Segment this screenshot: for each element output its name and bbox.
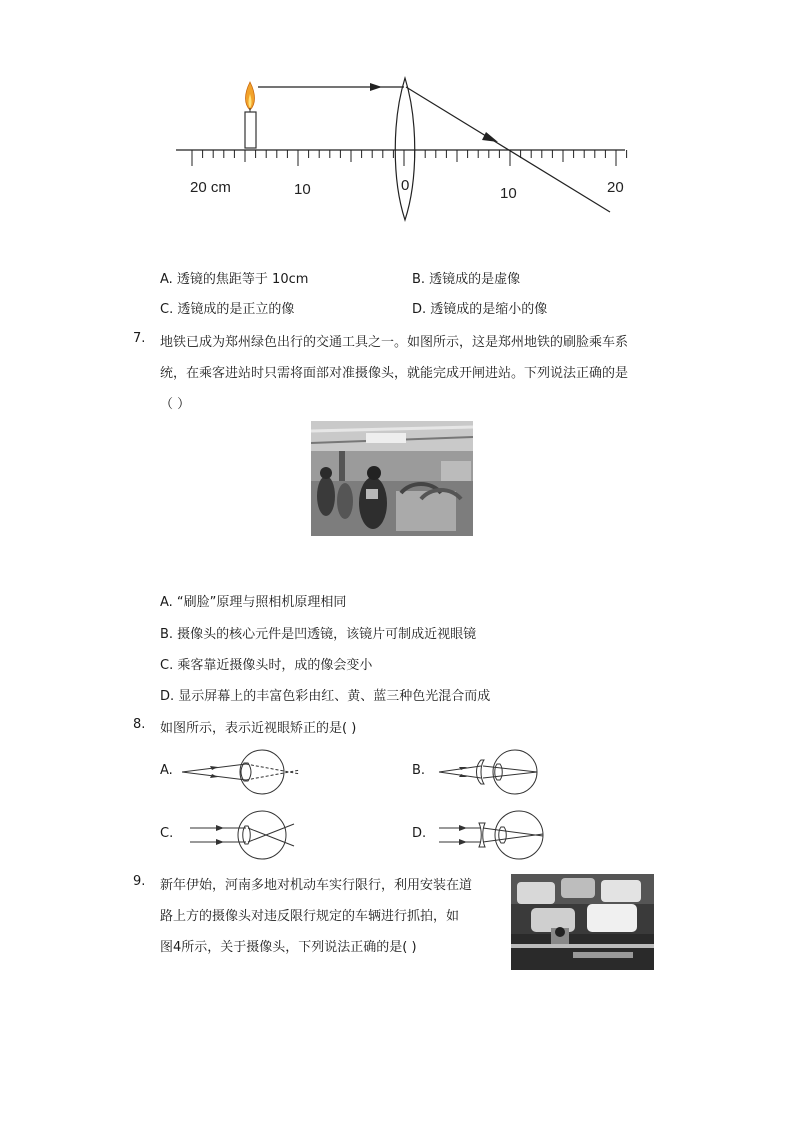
q7-number: 7. bbox=[133, 331, 146, 346]
convex-lens bbox=[395, 78, 415, 220]
q9-text-line2: 路上方的摄像头对违反限行规定的车辆进行抓拍，如 bbox=[160, 909, 460, 924]
tick-label-10-left: 10 bbox=[294, 181, 311, 198]
q6-option-d: D. 透镜成的是缩小的像 bbox=[412, 302, 548, 317]
q6-option-a: A. 透镜的焦距等于 10cm bbox=[160, 272, 309, 287]
tick-label-0: 0 bbox=[401, 177, 410, 194]
q7-text-line3: （ ） bbox=[160, 397, 191, 412]
q9-text-line3: 图4所示，关于摄像头，下列说法正确的是( ) bbox=[160, 940, 417, 955]
q7-option-b: B. 摄像头的核心元件是凹透镜，该镜片可制成近视眼镜 bbox=[160, 627, 477, 642]
q7-option-c: C. 乘客靠近摄像头时，成的像会变小 bbox=[160, 658, 373, 673]
q8-question-text: 如图所示，表示近视眼矫正的是( ) bbox=[160, 721, 357, 736]
q9-text-line1: 新年伊始，河南多地对机动车实行限行，利用安装在道 bbox=[160, 878, 473, 893]
tick-label-10-right: 10 bbox=[500, 185, 517, 202]
q7-option-a: A. “刷脸”原理与照相机原理相同 bbox=[160, 595, 347, 610]
lens-ray-diagram bbox=[170, 70, 640, 230]
q8-number: 8. bbox=[133, 717, 146, 732]
q6-option-b: B. 透镜成的是虚像 bbox=[412, 272, 521, 287]
q7-text-line2: 统，在乘客进站时只需将面部对准摄像头，就能完成开闸进站。下列说法正确的是 bbox=[160, 366, 629, 381]
q8-eye-diagram-c bbox=[190, 811, 294, 859]
traffic-camera-photo bbox=[511, 874, 654, 970]
q8-label-a: A. bbox=[160, 763, 173, 778]
q8-label-c: C. bbox=[160, 826, 174, 841]
candle-icon bbox=[245, 82, 256, 148]
q6-option-c: C. 透镜成的是正立的像 bbox=[160, 302, 295, 317]
q8-eye-diagram-a bbox=[182, 747, 307, 797]
ruler-ticks bbox=[192, 150, 627, 166]
q7-option-d: D. 显示屏幕上的丰富色彩由红、黄、蓝三种色光混合而成 bbox=[160, 689, 491, 704]
q8-label-b: B. bbox=[412, 763, 426, 778]
tick-label-20: 20 bbox=[607, 179, 624, 196]
q8-label-d: D. bbox=[412, 826, 427, 841]
q8-eye-diagram-d bbox=[439, 811, 543, 859]
subway-face-gate-photo bbox=[311, 421, 473, 536]
q8-eye-diagram-b bbox=[439, 750, 537, 794]
q9-number: 9. bbox=[133, 874, 146, 889]
q7-text-line1: 地铁已成为郑州绿色出行的交通工具之一。如图所示，这是郑州地铁的刷脸乘车系 bbox=[160, 335, 629, 350]
tick-label-20cm: 20 cm bbox=[190, 179, 231, 196]
